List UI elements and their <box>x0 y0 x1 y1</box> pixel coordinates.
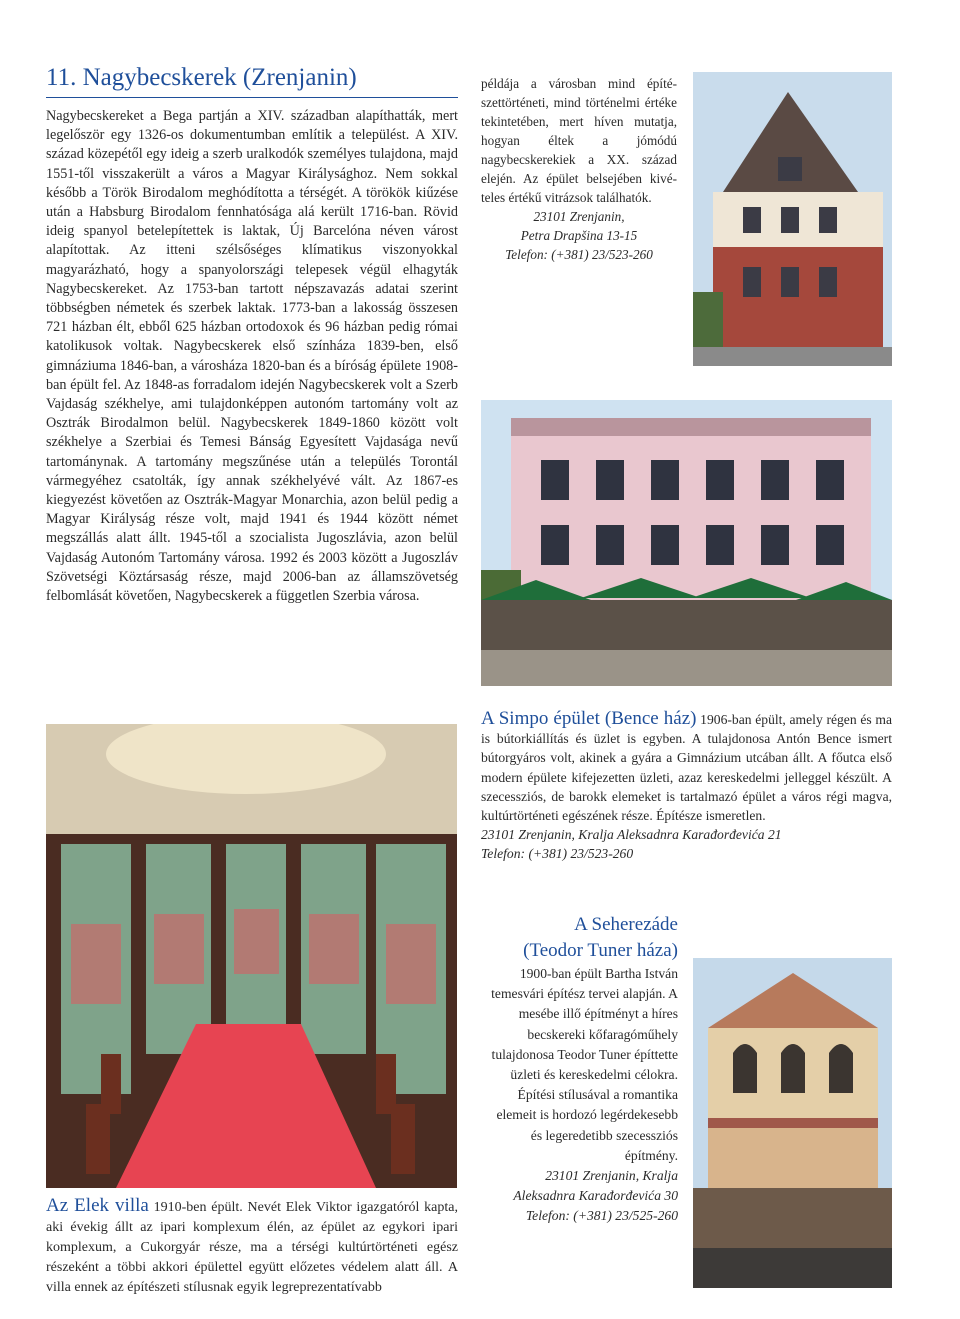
seherezade-heading-2: (Teodor Tuner háza) <box>523 940 678 961</box>
elek-address-1: 23101 Zrenjanin, <box>533 209 625 224</box>
simpo-text: 1906-ban épült, amely régen és ma is bútorkiállítás és üzlet is egyben. A tulajdonosa Antón Bence ismert bútorgyáros volt, akinek a gyára a Gimnázium utcában állt. A főutca első modern épülete kifejezetten üzleti, azaz kereskedelmi jelleggel készült. A szecessziós, de barokk elemeket is tartalmazó épület a város régi magva, kultúrtörténeti egészének része. Építésze ismeretlen. <box>481 712 892 824</box>
seherezade-phone: Telefon: (+381) 23/525-260 <box>525 1208 678 1224</box>
elek-continued-text: példája a városban mind építészettörténeti, mind történelmi értéke tekintetében, mert híven mutatja, hogyan éltek a jómódú nagybecskerekiek a XX. század elején. Az épület belsejében kivételes értékű vitrázsok találhatók. <box>481 76 677 205</box>
seherezade-section <box>482 912 678 1227</box>
title-rule <box>46 97 458 98</box>
elek-villa-continued <box>481 74 677 264</box>
simpo-address: 23101 Zrenjanin, Kralja Aleksadnra Karađorđevića 21 <box>481 827 782 843</box>
simpo-heading: A Simpo épület (Bence ház) <box>481 708 697 729</box>
intro-text: Nagybecskereket a Bega partján a XIV. században alapíthatták, mert legelőször egy 1326-os dokumentumban említik a települést. A XIV. század közepétől egy ideig a szerb uralkodók személyes tulajdona, majd 1551-től visszakerült a város a Magyar Királysághoz. Nem sokkal később a Török Birodalom meghódította a térségét. A törökök kiűzése után a Habsburg Birodalom fennhatósága alá került 1716-ban. Rövid ideig spanyol betelepítettek is laktak, Új Barcelóna néven várost alapítottak. Az itteni szélsőséges klímatikus viszonyokkal magyarázható, hogy a spanyolországi telepesek végül elhagyták Nagybecskereket. Az 1753-ban tartott népszavazás adatai szerint többségben németek és szerbek laktak. 1773-ban a lakosság összesen 721 házban élt, ebből 625 házban ortodoxok és 96 házban pedig római katolikusok voltak. Nagybecskerek első színháza 1839-ben, első gimnáziuma 1846-ban, a városháza 1820-ban és a bíróság épülete 1908-ban épült fel. Az 1848-as forradalom idején Nagybecskerek volt a Szerb Vajdaság székhelye, ami tulajdonképpen autonóm tartomány volt az Osztrák Birodalmon belül. Nagybecskerek 1849-1860 között volt székhelye a Szerbiai és Temesi Bánság Egyesített Vajdasága nevű tartománynak. A tartomány megszűnése után a település Torontál vármegyéhez csatolták, így annak székhelyévé vált. Az 1867-es kiegyezést követően az Osztrák-Magyar Monarchia, azon belül pedig a Magyar Királyság része volt, majd 1941 és 1944 között német megszállás alatt állt. 1945-től a szocialista Jugoszlávia, azon belül Vajdaság Autonóm Tartomány városa. 1992 és 2003 között a Jugoszláv Szövetségi Köztársaság része, majd 2006-ban az államszövetség felbomlását követően, Nagybecskerek a független Szerbia városa. <box>46 108 458 605</box>
simpo-section <box>481 709 892 864</box>
seherezade-photo <box>693 958 892 1288</box>
elek-villa-section <box>46 1196 458 1298</box>
elek-text: 1910-ben épült. Nevét Elek Viktor igazgatóról kapta, aki évekig állt az ipari komplexum élén, az épület az egykori ipari komplexum, a Cukorgyár része, ma a térségi kultúrtörténeti egész részeként a többi akkori épülettel együtt előzetes védelem alatt áll. A villa ennek az építészeti stílusnak egyik legreprezentatívabb <box>46 1200 458 1295</box>
elek-address-2: Petra Drapšina 13-15 <box>520 228 638 243</box>
seherezade-heading-1: A Seherezáde <box>574 914 678 935</box>
page-title: 11. Nagybecskerek (Zrenjanin) <box>46 64 357 91</box>
seherezade-address-2: Aleksadnra Karađorđevića 30 <box>513 1188 678 1204</box>
simpo-building-photo <box>481 400 892 686</box>
simpo-phone: Telefon: (+381) 23/523-260 <box>481 846 634 862</box>
elek-villa-interior-photo <box>46 724 457 1188</box>
elek-phone: Telefon: (+381) 23/523-260 <box>505 247 653 262</box>
seherezade-address-1: 23101 Zrenjanin, Kralja <box>545 1168 678 1184</box>
seherezade-text: 1900-ban épült Bartha István temesvári építész tervei alapján. A mesébe illő építményt a híres becskereki kőfaragóműhely tulajdonosa Teodor Tuner építtette üzleti és kereskedelmi célokra. Építési stílusával a romantika elemeit is hordozó legérdekesebb és legeredetibb szecessziós építmény. <box>491 966 678 1163</box>
elek-villa-photo <box>693 72 892 366</box>
elek-heading: Az Elek villa <box>46 1195 149 1216</box>
